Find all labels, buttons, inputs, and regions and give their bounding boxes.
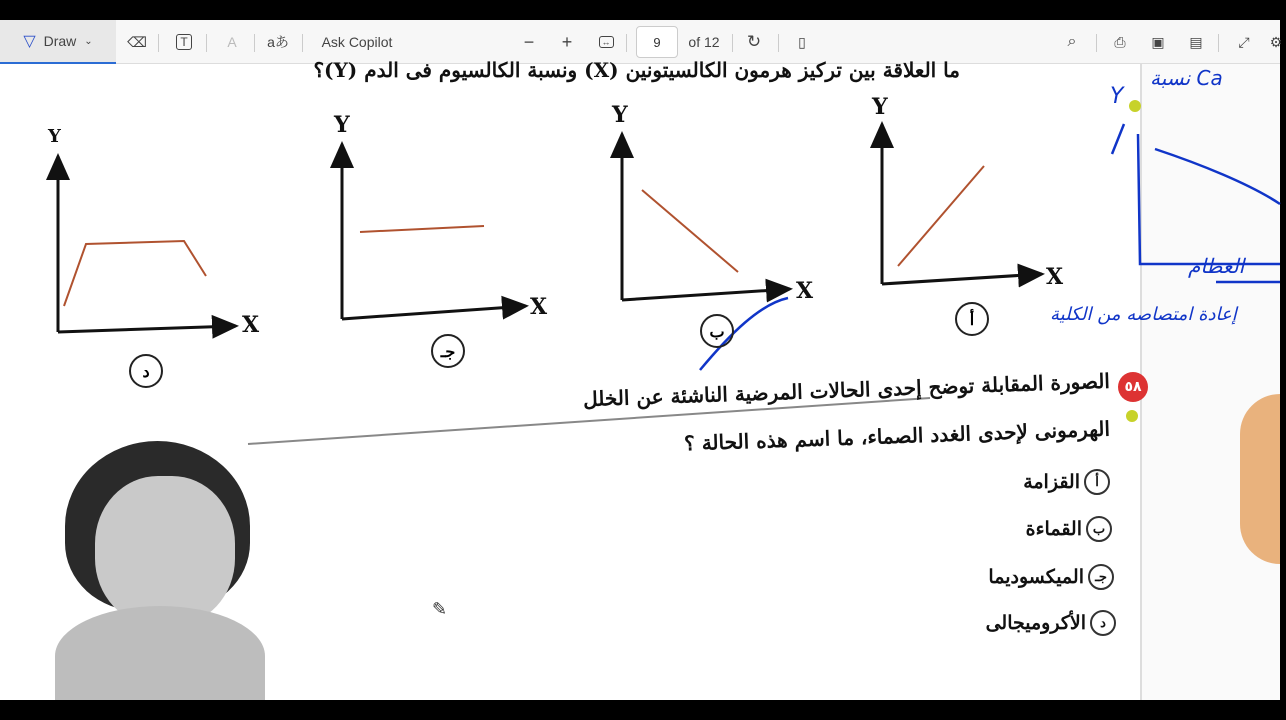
adjacent-page — [1142, 64, 1280, 700]
patient-photo — [55, 436, 265, 700]
search-icon[interactable]: ⌕ — [1067, 33, 1077, 50]
graph-b — [622, 134, 790, 300]
graphs — [0, 94, 1120, 394]
graph-label-b: ب — [700, 314, 734, 348]
axis-x-label: X — [796, 278, 814, 304]
option-d[interactable]: د الأكروميجالى — [986, 610, 1116, 636]
option-c[interactable]: جـ الميكسوديما — [988, 564, 1114, 590]
text-icon[interactable]: T — [172, 20, 196, 64]
rotate-icon[interactable]: ↻ — [746, 32, 762, 51]
axis-x-label: X — [1046, 264, 1064, 290]
handwritten-note: نسبة Ca — [1150, 66, 1223, 90]
draw-icon: ▽ — [23, 33, 36, 50]
adjacent-page-image — [1240, 394, 1280, 564]
option-b[interactable]: ب القماءة — [1026, 516, 1112, 542]
ink-dot — [1126, 410, 1138, 422]
pen-cursor-icon: ✎ — [432, 599, 448, 620]
fullscreen-icon[interactable]: ⤢ — [1238, 33, 1250, 50]
axis-y-label: Y — [48, 126, 61, 147]
settings-icon[interactable]: ⚙ — [1269, 33, 1283, 50]
graph-d — [58, 156, 236, 332]
pdf-document-area[interactable] — [0, 58, 1280, 700]
handwritten-note: Y — [1110, 84, 1124, 109]
axis-y-label: Y — [334, 112, 350, 138]
question-57-text: ما العلاقة بين تركيز هرمون الكالسيتونين (X) ونسبة الكالسيوم فى الدم (Y)؟ — [313, 58, 960, 82]
save-as-icon[interactable]: ▤ — [1189, 33, 1203, 50]
handwritten-note: إعادة امتصاصه من الكلية — [1050, 304, 1237, 325]
fit-width-icon[interactable]: ↔ — [594, 20, 618, 64]
page-view-icon[interactable]: ▯ — [798, 33, 806, 50]
save-icon[interactable]: ▣ — [1151, 33, 1165, 50]
handwritten-note: العظام — [1188, 254, 1245, 278]
eraser-icon[interactable]: ⌫ — [127, 33, 147, 50]
question-58-line-1: الصورة المقابلة توضح إحدى الحالات المرضية الناشئة عن الخلل — [582, 368, 1111, 412]
draw-button[interactable]: ▽ Draw ⌄ — [0, 20, 116, 64]
graph-c — [342, 144, 526, 319]
question-58-number: ٥٨ — [1118, 372, 1148, 402]
bottom-black-bar — [0, 700, 1280, 720]
axis-y-label: Y — [612, 102, 628, 128]
ask-copilot-button[interactable]: Ask Copilot — [321, 34, 393, 50]
page-total: of 12 — [688, 34, 720, 50]
top-black-bar — [0, 0, 1280, 20]
axis-y-label: Y — [872, 94, 888, 120]
question-58-line-2: الهرمونى لإحدى الغدد الصماء، ما اسم هذه الحالة ؟ — [683, 416, 1111, 456]
chevron-down-icon: ⌄ — [84, 35, 93, 47]
graph-label-c: جـ — [431, 334, 465, 368]
print-icon[interactable]: ⎙ — [1114, 33, 1126, 50]
translate-icon[interactable]: aあ — [267, 34, 289, 50]
graph-label-a: أ — [955, 302, 989, 336]
page-number-input[interactable]: 9 — [636, 26, 678, 58]
axis-x-label: X — [242, 312, 260, 338]
option-a[interactable]: أ القزامة — [1023, 469, 1110, 495]
zoom-in-icon[interactable]: + — [561, 31, 573, 52]
graph-a — [882, 124, 1042, 284]
graph-label-d: د — [129, 354, 163, 388]
zoom-out-icon[interactable]: − — [523, 31, 535, 52]
ink-dot — [1129, 100, 1141, 112]
read-aloud-icon[interactable]: A — [227, 34, 237, 50]
axis-x-label: X — [530, 294, 548, 320]
